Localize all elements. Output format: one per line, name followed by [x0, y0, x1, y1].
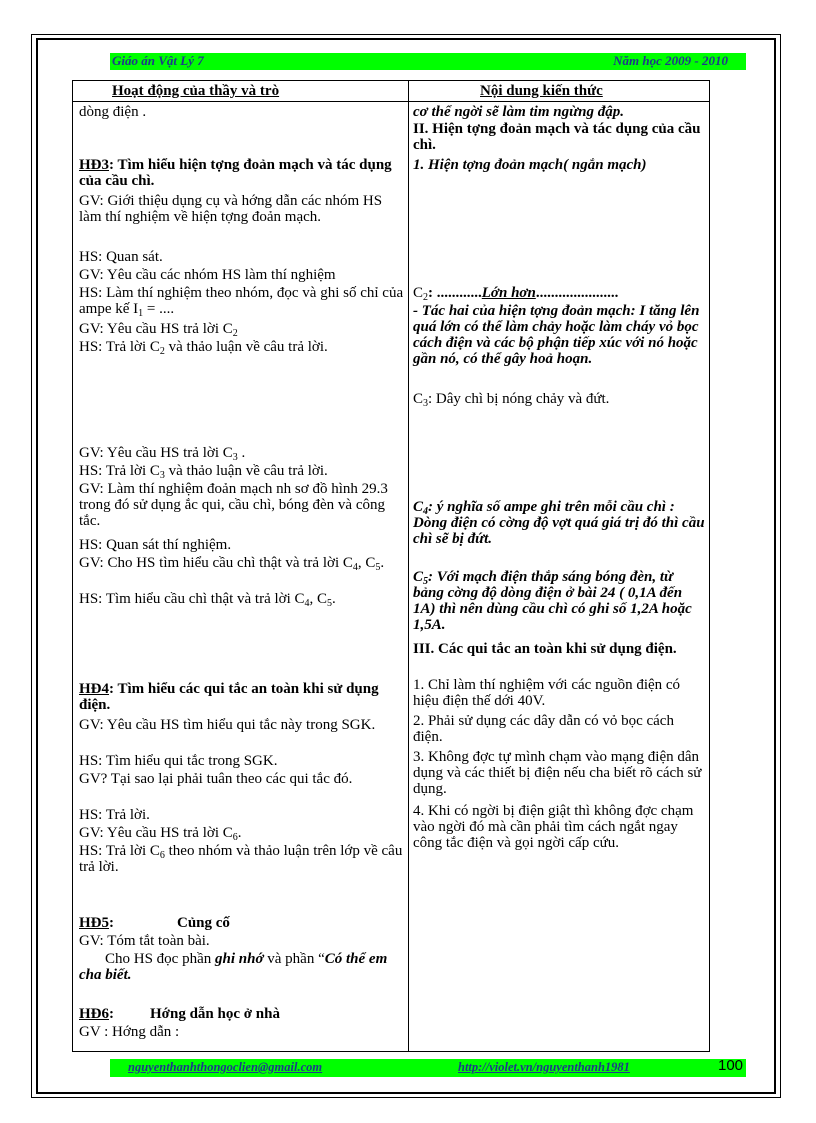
rule-item: 1. Chỉ làm thí nghiệm với các nguồn điện có hiệu điện thế dới 40V. [413, 677, 681, 709]
text-run: , C [357, 555, 376, 571]
text-run: C [413, 499, 424, 515]
subscript: 2 [423, 292, 429, 303]
header-school-year: Năm học 2009 - 2010 [613, 53, 728, 68]
answer-c4 [413, 499, 705, 547]
activity-heading-hd3 [79, 157, 405, 189]
text-line: GV: Tóm tắt toàn bài. [79, 933, 210, 949]
rule-item: 3. Không đợc tự mình chạm vào mạng điện dân dụng và các thiết bị điện nếu cha biết rõ cách sử dụng. [413, 749, 702, 797]
text-line: GV: Giới thiệu dụng cụ và hớng dẫn các nhóm HS làm thí nghiệm về hiện tợng đoản mạch. [79, 193, 383, 225]
subscript: 4 [352, 562, 358, 573]
text-block: - Tác hai của hiện tợng đoản mạch: I tăng lên quá lớn có thể làm chảy hoặc làm cháy vỏ bọc cách điện và các bộ phận tiếp xúc với nó hoặc gần nó, có thể gây hoả hoạn. [413, 303, 700, 367]
text-line [79, 555, 405, 571]
subscript: 5 [327, 598, 333, 609]
text-run: : Với mạch điện thắp sáng bóng đèn, từ bảng cờng độ dòng điện ở bài 24 ( 0,1A đến 1A) thì nên dùng cầu chì có ghi số 1,2A hoặc 1,5A. [413, 569, 692, 633]
text-line: dòng điện . [79, 104, 147, 120]
text-run: GV: Cho HS tìm hiểu cầu chì thật và trả lời C [79, 555, 353, 571]
text-run: . [332, 591, 336, 607]
header-title: Giáo án Vật Lý 7 [112, 53, 204, 68]
page-number: 100 [718, 1057, 744, 1074]
activity-tag: HĐ5 [79, 915, 109, 931]
text-run: , C [309, 591, 328, 607]
table-column-divider [408, 80, 409, 1052]
text-line [79, 591, 405, 607]
text-line: GV: Làm thí nghiệm đoản mạch nh sơ đồ hình 29.3 trong đó sử dụng ắc qui, cầu chì, bóng đèn và công tắc. [79, 481, 388, 529]
activity-tag: HĐ3 [79, 157, 109, 173]
text-run: và phần “ [263, 951, 325, 967]
answer-fill: Lớn hơn [481, 285, 536, 301]
subscript: 3 [423, 398, 429, 409]
footer-band [110, 1059, 746, 1077]
footer-email-link[interactable]: nguyenthanhthongoclien@gmail.com [128, 1060, 323, 1074]
text-run: . [237, 825, 242, 841]
activity-title: : Tìm hiểu hiện tợng đoản mạch và tác dụng của cầu chì. [79, 157, 392, 189]
section-heading-iii: III. Các qui tắc an toàn khi sử dụng điện. [413, 641, 677, 657]
text-line [79, 825, 405, 841]
table-header-divider [72, 101, 710, 102]
text-run: GV: Yêu cầu HS trả lời C [79, 445, 233, 461]
text-run: = .... [143, 301, 175, 317]
text-run: và thảo luận về câu trả lời. [164, 463, 328, 479]
text-run: HS: Trả lời C [79, 843, 160, 859]
text-run: : ............ [428, 285, 482, 301]
activity-separator: : [109, 915, 114, 931]
text-line: HS: Quan sát thí nghiệm. [79, 537, 232, 553]
answer-c2 [413, 285, 705, 301]
text-line: HS: Trả lời. [79, 807, 150, 823]
text-line: GV: Yêu cầu HS tìm hiểu qui tắc này trong SGK. [79, 717, 376, 733]
footer-website-link[interactable]: http://violet.vn/nguyenthanh1981 [458, 1060, 630, 1074]
subscript: 5 [375, 562, 381, 573]
text-run: . [237, 445, 246, 461]
activity-tag: HĐ6 [79, 1006, 109, 1022]
activity-tag: HĐ4 [79, 681, 109, 697]
text-run: HS: Làm thí nghiệm theo nhóm, đọc và ghi số chỉ của ampe kế I [79, 285, 404, 317]
header-band [110, 53, 746, 70]
section-heading-ii: II. Hiện tợng đoản mạch và tác dụng của cầu chì. [413, 121, 701, 153]
activity-title: Hớng dẫn học ở nhà [150, 1006, 280, 1022]
text-run: GV: Yêu cầu HS trả lời C [79, 825, 233, 841]
text-run-emphasis: Có thể em cha biết. [79, 951, 388, 983]
text-line [79, 339, 405, 355]
text-run-emphasis: ghi nhớ [215, 951, 264, 967]
text-line [79, 285, 405, 317]
subscript: 2 [159, 346, 165, 357]
text-run: theo nhóm và thảo luận trên lớp về câu trả lời. [79, 843, 403, 875]
column-header-activities: Hoạt động của thầy và trò [112, 83, 280, 99]
answer-c3 [413, 391, 705, 407]
text-line [79, 463, 405, 479]
subscript: 6 [159, 850, 165, 861]
text-line [79, 951, 405, 983]
subscript: 6 [232, 832, 238, 843]
rule-item: 4. Khi có ngời bị điện giật thì không đợc chạm vào ngời đó mà cần phải tìm cách ngắt ngay công tắc điện và gọi ngời cấp cứu. [413, 803, 694, 851]
text-line: GV: Yêu cầu các nhóm HS làm thí nghiệm [79, 267, 336, 283]
text-line: cơ thể ngời sẽ làm tim ngừng đập. [413, 104, 624, 120]
text-run: C [413, 391, 424, 407]
text-run: . [380, 555, 385, 571]
column-header-content: Nội dung kiến thức [480, 83, 603, 99]
text-line [79, 445, 405, 461]
subscript: 4 [304, 598, 310, 609]
activity-title: : Tìm hiểu các qui tắc an toàn khi sử dụng điện. [79, 681, 379, 713]
text-line: HS: Tìm hiểu qui tắc trong SGK. [79, 753, 278, 769]
subscript: 4 [423, 506, 429, 517]
subscript: 2 [232, 328, 238, 339]
subscript: 1 [138, 308, 144, 319]
activity-title: Củng cố [177, 915, 230, 931]
subscript: 3 [159, 470, 165, 481]
text-run: ...................... [535, 285, 619, 301]
text-line: HS: Quan sát. [79, 249, 163, 265]
text-run: HS: Trả lời C [79, 463, 160, 479]
subsection-heading: 1. Hiện tợng đoản mạch( ngắn mạch) [413, 157, 647, 173]
answer-c5 [413, 569, 705, 633]
text-run: và thảo luận về câu trả lời. [164, 339, 328, 355]
text-run: Cho HS đọc phần [105, 951, 215, 967]
activity-heading-hd6 [79, 1006, 405, 1022]
subscript: 5 [423, 576, 429, 587]
text-run: GV: Yêu cầu HS trả lời C [79, 321, 233, 337]
text-run: : Dây chì bị nóng chảy và đứt. [428, 391, 610, 407]
activity-heading-hd4 [79, 681, 405, 713]
text-run: HS: Trả lời C [79, 339, 160, 355]
text-run: C [413, 569, 424, 585]
text-line [79, 843, 405, 875]
text-line: GV : Hớng dẫn : [79, 1024, 180, 1040]
activity-heading-hd5 [79, 915, 405, 931]
text-run: HS: Tìm hiểu cầu chì thật và trả lời C [79, 591, 305, 607]
text-line: GV? Tại sao lại phải tuân theo các qui tắc đó. [79, 771, 353, 787]
activity-separator: : [109, 1006, 114, 1022]
text-run: C [413, 285, 424, 301]
subscript: 3 [232, 452, 238, 463]
text-run: : ý nghĩa số ampe ghi trên mỗi cầu chì : Dòng điện có cờng độ vợt quá giá trị đó thì cầu chì sẽ bị đứt. [413, 499, 705, 547]
text-line [79, 321, 405, 337]
rule-item: 2. Phải sử dụng các dây dẫn có vỏ bọc cách điện. [413, 713, 674, 745]
